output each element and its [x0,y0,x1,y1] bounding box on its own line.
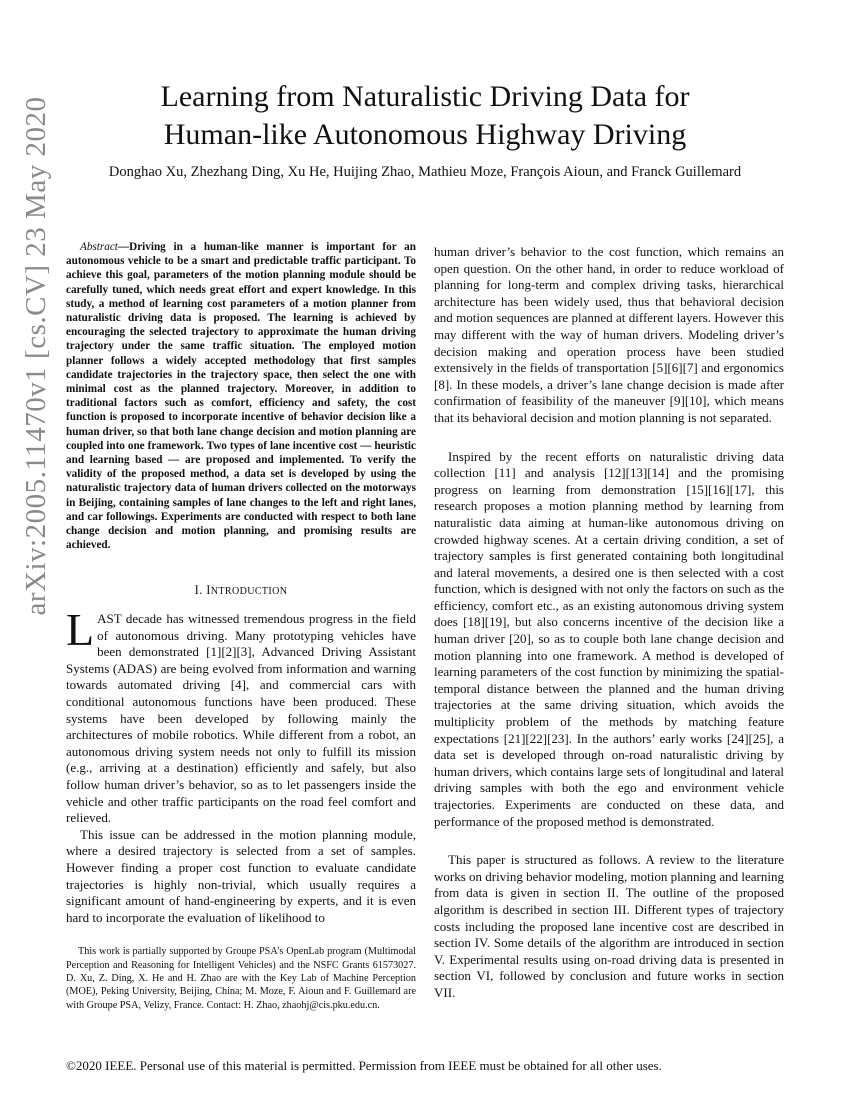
section-title-rest: NTRODUCTION [210,586,288,598]
intro-paragraph-1 [66,604,416,827]
intro-paragraph-1-text: AST decade has witnessed tremendous progress in the field of autonomous driving. Many prototyping vehicles have been demonstrated [1][2][3], Advanced Driving Assistant Systems (ADAS) are being evolved from information and warning towards automated driving [4], and commercial cars with conditional autonomous functions have been produced. These systems have been developed by following mainly the architectures of mobile robotics. While different from a robot, an autonomous driving system needs not only to fulfill its mission (e.g., arriving at a destination) efficiently and safely, but also follow human driver’s behavior, so as to let passengers inside the vehicle and other traffic participants on the road feel comfort and relieved. [66,611,416,826]
drop-cap-letter: L [66,604,95,656]
intro-paragraph-2: This issue can be addressed in the motion planning module, where a desired trajectory is selected from a set of samples. However finding a proper cost function to evaluate candidate trajectories is highly non-trivial, which usually requires a significant amount of hand-engineering by experts, and it is even hard to incorporate the evaluation of likelihood to [66,826,416,925]
right-column [434,244,784,1002]
abstract-text: —Driving in a human-like manner is important for an autonomous vehicle to be a smart and predictable traffic participant. To achieve this goal, parameters of the motion planning module should be carefully tuned, which needs great effort and expert knowledge. In this study, a method of learning cost parameters of a motion planner from naturalistic driving data is proposed. The learning is achieved by encouraging the selected trajectory to approximate the human driving trajectory under the same traffic situation. The employed motion planner follows a widely accepted methodology that first samples candidate trajectories in the trajectory space, then select the one with minimal cost as the planned trajectory. Moreover, in addition to traditional factors such as comfort, efficiency and safety, the cost function is proposed to incorporate incentive of behavior decision like a human driver, so that both lane change decision and motion planning are coupled into one framework. Two types of lane incentive cost — heuristic and learning based — are proposed and implemented. To verify the validity of the proposed method, a data set is developed by using the naturalistic trajectory data of human drivers collected on the motorways in Beijing, containing samples of lane changes to the left and right lanes, and car followings. Experiments are conducted with respect to both lane change decision and motion planning, and promising results are achieved. [66,241,416,552]
copyright-notice: ©2020 IEEE. Personal use of this material is permitted. Permission from IEEE must be obtained for all other uses. [66,1058,662,1073]
author-list: Donghao Xu, Zhezhang Ding, Xu He, Huijing Zhao, Mathieu Moze, François Aioun, and Franck Guillemard [108,164,742,180]
funding-footnote: This work is partially supported by Groupe PSA’s OpenLab program (Multimodal Perception and Reasoning for Intelligent Vehicles) and the NSFC Grants 61573027. D. Xu, Z. Ding, X. He and H. Zhao are with the Key Lab of Machine Perception (MOE), Peking University, Beijing, China; M. Moze, F. Aioun and F. Guillemard are with Groupe PSA, Velizy, France. Contact: H. Zhao, zhaohj@cis.pku.edu.cn. [66,946,416,1011]
right-paragraph-2: Inspired by the recent efforts on naturalistic driving data collection [11] and analysis [12][13][14] and the promising progress on learning from demonstration [15][16][17], this research proposes a motion planning method by learning from naturalistic data aiming at human-like autonomous driving on crowded highway scenes. At a certain driving condition, a set of trajectory samples is first generated containing both longitudinal and lateral movements, a desired one is then selected with a cost function, which is designed with not only the factors on such as the efficiency, comfort etc., as an existing autonomous driving system does [18][19], but also concerns incentive of the decision like a human driver [20], so as to couple both lane change decision and motion planning into one framework. A method is developed of learning parameters of the cost function by minimizing the spatial-temporal distance between the planned and the human driving trajectories at the same driving situation, which avoids the multiplicity problem of the methods by matching feature expectations [21][22][23]. In the authors’ early works [24][25], a data set is developed through on-road naturalistic driving by human drivers, which contains large sets of longitudinal and lateral driving samples with both the ego and environment vehicle trajectories. Experiments are conducted on these data, and performance of the proposed method is demonstrated. [434,448,784,829]
paper-title-line-2: Human-like Autonomous Highway Driving [163,118,687,151]
abstract [66,240,416,552]
section-number: I. [194,583,203,598]
arxiv-identifier-stamp: arXiv:2005.11470v1 [cs.CV] 23 May 2020 [20,96,52,616]
paper-title [60,78,790,154]
right-paragraph-1: human driver’s behavior to the cost function, which remains an open question. On the other hand, in order to reduce workload of planning for long-term and complex driving tasks, hierarchical architecture has been widely used, thus that behavioral decision and motion sequences are planned at different layers. However this may different with the way of human drivers. Modeling driver’s decision making and operation process have been studied extensively in the fields of transportation [5][6][7] and ergonomics [8]. In these models, a driver’s lane change decision is made after confirmation of feasibility of the maneuver [9][10], which means that its behavioral decision and motion planning is not separated. [434,244,784,425]
section-heading-introduction [66,582,416,601]
left-column [66,240,416,1012]
section-title-initial: I [206,583,211,598]
paper-title-line-1: Learning from Naturalistic Driving Data for [160,80,690,113]
right-paragraph-3: This paper is structured as follows. A review to the literature works on driving behavior modeling, motion planning and learning from data is given in section II. The outline of the proposed algorithm is described in section III. Different types of trajectory costs including the proposed lane incentive cost are described in section IV. Some details of the algorithm are introduced in section V. Experimental results using on-road driving data is presented in section VI, followed by conclusion and future works in section VII. [434,852,784,1000]
abstract-label: Abstract [80,241,118,253]
